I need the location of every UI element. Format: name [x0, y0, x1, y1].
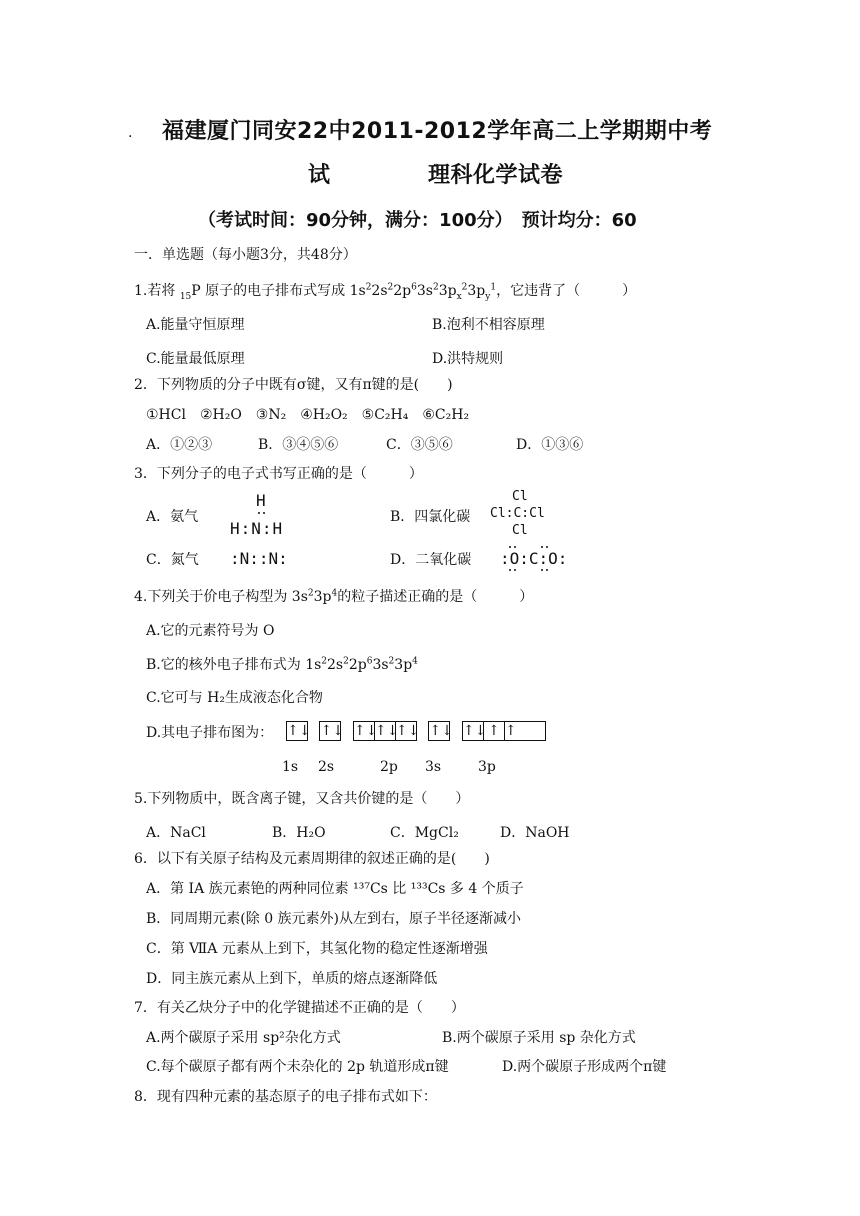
q4-option-d: D.其电子排布图为：: [146, 725, 274, 741]
orbital-label-3p: 3p: [478, 759, 496, 775]
q7-option-b: B.两个碳原子采用 sp 杂化方式: [442, 1030, 636, 1046]
question-2-stem: 2．下列物质的分子中既有σ键，又有π键的是( ): [134, 377, 453, 393]
ccl4-top-cl: Cl: [512, 489, 528, 504]
q1-option-a: A.能量守恒原理: [146, 317, 245, 333]
question-5-stem: 5.下列物质中，既含离子键，又含共价键的是（ ）: [134, 791, 470, 807]
ccl4-bottom-cl: Cl: [512, 523, 528, 538]
q5-option-a: A．NaCl: [146, 825, 206, 841]
q6-option-b: B．同周期元素(除 0 族元素外)从左到右，原子半径逐渐减小: [146, 911, 522, 927]
section-heading: 一．单选题（每小题3分，共48分）: [134, 247, 357, 263]
question-8-stem: 8．现有四种元素的基态原子的电子排布式如下：: [134, 1089, 437, 1105]
question-1-stem: 1.若将 $_{15}$P 原子的电子排布式写成 $1s^22s^22p^63s^23p_x^23p_y^1$，它违背了（ ）: [134, 282, 637, 302]
q6-option-a: A．第 IA 族元素铯的两种同位素 ¹³⁷Cs 比 ¹³³Cs 多 4 个质子: [146, 881, 524, 897]
q5-option-c: C．MgCl₂: [390, 825, 459, 841]
q4-option-b: B.它的核外电子排布式为 $1s^22s^22p^63s^23p^4$: [146, 656, 418, 673]
q2-items: ①HCl ②H₂O ③N₂ ④H₂O₂ ⑤C₂H₄ ⑥C₂H₂: [146, 407, 470, 423]
q5-option-d: D．NaOH: [500, 825, 570, 841]
ccl4-electron-formula: Cl:C:Cl: [490, 506, 545, 521]
q3-option-d: D．二氧化碳: [390, 552, 472, 568]
q2-option-d: D．①③⑥: [516, 437, 584, 453]
nh3-electron-formula: H:N:H: [230, 519, 284, 538]
question-3-stem: 3．下列分子的电子式书写正确的是（ ）: [134, 466, 423, 482]
orbital-label-3s: 3s: [425, 759, 442, 775]
q6-option-d: D．同主族元素从上到下，单质的熔点逐渐降低: [146, 971, 438, 987]
q2-option-c: C．③⑤⑥: [386, 437, 453, 453]
q5-option-b: B．H₂O: [272, 825, 326, 841]
page-title-line1: 福建厦门同安22中2011-2012学年高二上学期期中考: [162, 119, 713, 144]
question-4-stem: 4.下列关于价电子构型为 $3s^23p^4$的粒子描述正确的是（ ）: [134, 588, 534, 605]
q1-option-c: C.能量最低原理: [146, 351, 245, 367]
q2-option-b: B．③④⑤⑥: [258, 437, 339, 453]
nh3-top-h: H: [256, 491, 266, 510]
q3-option-c: C．氮气: [146, 552, 199, 568]
orbital-diagram: ↑↓ ↑↓ ↑↓↑↓↑↓ ↑↓ ↑↓ ↑ ↑: [286, 721, 553, 741]
q1-option-d: D.洪特规则: [432, 351, 504, 367]
orbital-label-1s: 1s: [282, 759, 299, 775]
page-title-line2-left: 试: [308, 163, 331, 188]
orbital-label-2s: 2s: [318, 759, 335, 775]
q6-option-c: C．第 ⅦA 元素从上到下，其氢化物的稳定性逐渐增强: [146, 941, 488, 957]
q7-option-d: D.两个碳原子形成两个π键: [502, 1059, 667, 1075]
stray-dot: .: [128, 125, 133, 141]
q4-option-c: C.它可与 H₂生成液态化合物: [146, 690, 323, 706]
question-6-stem: 6．以下有关原子结构及元素周期律的叙述正确的是( ): [134, 851, 490, 867]
co2-electron-formula: :O:C:O:: [500, 549, 568, 568]
q2-option-a: A．①②③: [146, 437, 213, 453]
q7-option-c: C.每个碳原子都有两个未杂化的 2p 轨道形成π键: [146, 1059, 449, 1075]
q4-option-a: A.它的元素符号为 O: [146, 623, 275, 639]
question-7-stem: 7．有关乙炔分子中的化学键描述不正确的是（ ）: [134, 1000, 465, 1016]
page-title-line2-right: 理科化学试卷: [428, 163, 564, 188]
exam-info: （考试时间：90分钟，满分：100分） 预计均分：60: [198, 210, 637, 231]
n2-electron-formula: :N::N:: [230, 549, 288, 568]
orbital-label-2p: 2p: [380, 759, 398, 775]
q7-option-a: A.两个碳原子采用 sp²杂化方式: [146, 1030, 341, 1046]
q1-option-b: B.泡利不相容原理: [432, 317, 545, 333]
q3-option-a: A．氨气: [146, 509, 199, 525]
q3-option-b: B．四氯化碳: [390, 509, 471, 525]
